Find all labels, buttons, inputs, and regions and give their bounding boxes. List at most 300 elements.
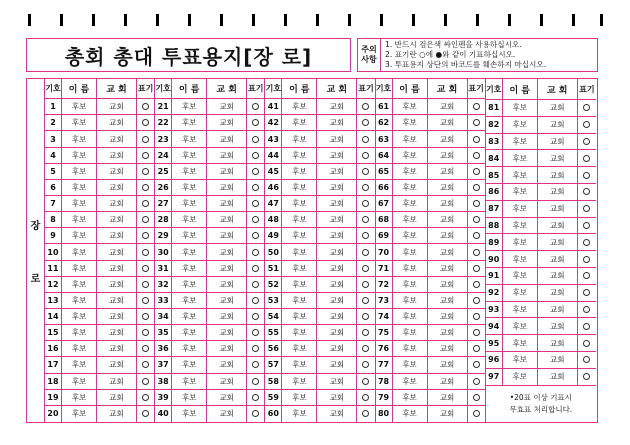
candidate-number: 46 (265, 180, 282, 195)
candidate-name: 후보 (172, 261, 207, 276)
mark-cell[interactable] (247, 341, 264, 356)
candidate-number: 11 (45, 261, 62, 276)
mark-cell[interactable] (578, 369, 596, 385)
vote-oval[interactable] (362, 297, 369, 304)
mark-cell[interactable] (357, 212, 374, 227)
vote-oval[interactable] (473, 200, 480, 207)
vote-oval[interactable] (252, 313, 259, 320)
mark-cell[interactable] (137, 212, 154, 227)
vote-oval[interactable] (583, 138, 590, 145)
mark-cell[interactable] (357, 148, 374, 163)
candidate-church: 교회 (428, 99, 468, 114)
mark-cell[interactable] (137, 180, 154, 195)
candidate-name: 후보 (62, 131, 97, 146)
vote-oval[interactable] (142, 232, 149, 239)
candidate-name: 후보 (503, 285, 538, 301)
mark-cell[interactable] (137, 115, 154, 130)
mark-cell[interactable] (137, 357, 154, 372)
candidate-church: 교회 (317, 325, 357, 340)
vote-oval[interactable] (252, 410, 259, 417)
candidate-row (265, 293, 374, 309)
vote-oval[interactable] (362, 168, 369, 175)
mark-cell[interactable] (357, 341, 374, 356)
vote-oval[interactable] (473, 136, 480, 143)
mark-cell[interactable] (357, 309, 374, 324)
candidate-church: 교회 (538, 184, 578, 200)
vote-oval[interactable] (473, 297, 480, 304)
timing-mark (156, 14, 159, 26)
candidate-church: 교회 (97, 406, 137, 422)
mark-cell[interactable] (137, 244, 154, 259)
mark-cell[interactable] (137, 99, 154, 114)
candidate-name: 후보 (172, 325, 207, 340)
candidate-number: 50 (265, 244, 282, 259)
mark-cell[interactable] (468, 277, 485, 292)
vote-oval[interactable] (362, 232, 369, 239)
header-church: 교 회 (207, 79, 247, 98)
mark-cell[interactable] (247, 325, 264, 340)
mark-cell[interactable] (247, 309, 264, 324)
candidate-row (486, 117, 596, 134)
vote-oval[interactable] (362, 345, 369, 352)
mark-cell[interactable] (578, 218, 596, 234)
mark-cell[interactable] (247, 277, 264, 292)
vote-oval[interactable] (252, 265, 259, 272)
mark-cell[interactable] (137, 309, 154, 324)
vote-oval[interactable] (252, 281, 259, 288)
mark-cell[interactable] (468, 212, 485, 227)
vote-oval[interactable] (583, 340, 590, 347)
vote-oval[interactable] (362, 410, 369, 417)
vote-oval[interactable] (142, 136, 149, 143)
candidate-church: 교회 (97, 115, 137, 130)
mark-cell[interactable] (357, 244, 374, 259)
mark-cell[interactable] (357, 390, 374, 405)
candidate-church: 교회 (428, 228, 468, 243)
mark-cell[interactable] (247, 357, 264, 372)
candidate-name: 후보 (62, 148, 97, 163)
vote-oval[interactable] (473, 345, 480, 352)
vote-oval[interactable] (583, 121, 590, 128)
header-number: 기호 (265, 79, 282, 98)
vote-oval[interactable] (142, 103, 149, 110)
mark-cell[interactable] (137, 325, 154, 340)
vote-oval[interactable] (252, 184, 259, 191)
header-number: 기호 (155, 79, 172, 98)
vote-oval[interactable] (583, 306, 590, 313)
candidate-church: 교회 (538, 167, 578, 183)
vote-oval[interactable] (252, 103, 259, 110)
mark-cell[interactable] (137, 261, 154, 276)
vote-oval[interactable] (142, 168, 149, 175)
vote-oval[interactable] (142, 249, 149, 256)
mark-cell[interactable] (357, 325, 374, 340)
vote-oval[interactable] (473, 168, 480, 175)
mark-cell[interactable] (578, 100, 596, 116)
candidate-row (265, 244, 374, 260)
candidate-number: 65 (376, 164, 393, 179)
vote-oval[interactable] (583, 104, 590, 111)
candidate-name: 후보 (62, 115, 97, 130)
mark-cell[interactable] (247, 115, 264, 130)
candidate-church: 교회 (207, 196, 247, 211)
vote-oval[interactable] (473, 361, 480, 368)
vote-oval[interactable] (142, 152, 149, 159)
mark-cell[interactable] (468, 390, 485, 405)
mark-cell[interactable] (357, 228, 374, 243)
vote-oval[interactable] (583, 239, 590, 246)
candidate-number: 79 (376, 390, 393, 405)
header-mark: 표기 (579, 84, 595, 94)
vote-oval[interactable] (362, 200, 369, 207)
candidate-row (265, 131, 374, 147)
timing-mark (508, 14, 511, 26)
vote-oval[interactable] (252, 378, 259, 385)
header-church: 교 회 (428, 79, 468, 98)
candidate-number: 83 (486, 134, 503, 150)
vote-oval[interactable] (362, 313, 369, 320)
candidate-row (155, 325, 264, 341)
mark-cell[interactable] (468, 131, 485, 146)
mark-cell[interactable] (247, 196, 264, 211)
candidate-number: 25 (155, 164, 172, 179)
mark-cell[interactable] (578, 167, 596, 183)
mark-cell[interactable] (578, 268, 596, 284)
mark-cell[interactable] (247, 374, 264, 389)
vote-oval[interactable] (583, 356, 590, 363)
vote-oval[interactable] (473, 103, 480, 110)
mark-cell[interactable] (468, 325, 485, 340)
mark-cell[interactable] (468, 228, 485, 243)
mark-cell[interactable] (468, 261, 485, 276)
candidate-church: 교회 (97, 374, 137, 389)
candidate-church: 교회 (428, 390, 468, 405)
candidate-church: 교회 (428, 374, 468, 389)
candidate-number: 47 (265, 196, 282, 211)
vote-oval[interactable] (252, 136, 259, 143)
candidate-church: 교회 (428, 341, 468, 356)
candidate-column (45, 79, 155, 422)
mark-cell[interactable] (247, 228, 264, 243)
candidate-row (45, 180, 154, 196)
mark-cell[interactable] (468, 293, 485, 308)
mark-cell[interactable] (468, 357, 485, 372)
mark-cell[interactable] (137, 164, 154, 179)
vote-oval[interactable] (473, 313, 480, 320)
candidate-church: 교회 (97, 148, 137, 163)
candidate-row (486, 150, 596, 167)
candidate-number: 45 (265, 164, 282, 179)
vote-oval[interactable] (142, 313, 149, 320)
vote-oval[interactable] (362, 394, 369, 401)
mark-cell[interactable] (247, 390, 264, 405)
candidate-number: 53 (265, 293, 282, 308)
candidate-church: 교회 (97, 261, 137, 276)
candidate-church: 교회 (428, 325, 468, 340)
vote-oval[interactable] (473, 329, 480, 336)
mark-cell[interactable] (578, 318, 596, 334)
vote-oval[interactable] (473, 410, 480, 417)
vote-oval[interactable] (473, 152, 480, 159)
candidate-name: 후보 (172, 390, 207, 405)
vote-oval[interactable] (473, 216, 480, 223)
mark-cell[interactable] (357, 99, 374, 114)
vote-oval[interactable] (362, 184, 369, 191)
mark-cell[interactable] (357, 115, 374, 130)
candidate-number: 28 (155, 212, 172, 227)
mark-cell[interactable] (468, 374, 485, 389)
vote-oval[interactable] (252, 152, 259, 159)
mark-cell[interactable] (578, 285, 596, 301)
candidate-row (486, 184, 596, 201)
vote-oval[interactable] (473, 281, 480, 288)
mark-cell[interactable] (137, 196, 154, 211)
mark-cell[interactable] (247, 406, 264, 422)
mark-cell[interactable] (578, 302, 596, 318)
vote-oval[interactable] (583, 256, 590, 263)
mark-cell[interactable] (468, 99, 485, 114)
mark-cell[interactable] (468, 244, 485, 259)
candidate-name: 후보 (282, 228, 317, 243)
mark-cell[interactable] (357, 261, 374, 276)
vote-oval[interactable] (362, 216, 369, 223)
mark-cell[interactable] (468, 164, 485, 179)
mark-cell[interactable] (247, 131, 264, 146)
mark-cell[interactable] (578, 335, 596, 351)
vote-oval[interactable] (362, 136, 369, 143)
candidate-name: 후보 (172, 196, 207, 211)
candidate-name: 후보 (62, 357, 97, 372)
candidate-number: 87 (486, 201, 503, 217)
candidate-row (265, 99, 374, 115)
candidate-name: 후보 (62, 309, 97, 324)
candidate-church: 교회 (317, 357, 357, 372)
mark-cell[interactable] (137, 406, 154, 422)
vote-oval[interactable] (473, 249, 480, 256)
candidate-row (45, 131, 154, 147)
mark-cell[interactable] (247, 261, 264, 276)
candidate-row (376, 131, 485, 147)
candidate-name: 후보 (172, 99, 207, 114)
mark-cell[interactable] (357, 196, 374, 211)
vote-oval[interactable] (142, 184, 149, 191)
candidate-number: 66 (376, 180, 393, 195)
mark-cell[interactable] (578, 234, 596, 250)
vote-oval[interactable] (142, 119, 149, 126)
candidate-name: 후보 (172, 341, 207, 356)
vote-oval[interactable] (473, 394, 480, 401)
mark-cell[interactable] (247, 244, 264, 259)
candidate-name: 후보 (393, 180, 428, 195)
vote-oval[interactable] (252, 168, 259, 175)
vote-oval[interactable] (142, 265, 149, 272)
mark-cell[interactable] (578, 251, 596, 267)
candidate-name: 후보 (393, 325, 428, 340)
vote-oval[interactable] (252, 200, 259, 207)
mark-cell[interactable] (137, 131, 154, 146)
vote-oval[interactable] (142, 200, 149, 207)
candidate-church: 교회 (538, 201, 578, 217)
vote-oval[interactable] (362, 103, 369, 110)
candidate-church: 교회 (207, 390, 247, 405)
mark-cell[interactable] (578, 150, 596, 166)
candidate-number: 78 (376, 374, 393, 389)
vote-oval[interactable] (142, 378, 149, 385)
candidate-church: 교회 (428, 164, 468, 179)
mark-cell[interactable] (357, 277, 374, 292)
mark-cell[interactable] (137, 390, 154, 405)
vote-oval[interactable] (252, 249, 259, 256)
mark-cell[interactable] (578, 184, 596, 200)
candidate-church: 교회 (207, 309, 247, 324)
mark-cell[interactable] (247, 180, 264, 195)
mark-cell[interactable] (247, 99, 264, 114)
mark-cell[interactable] (578, 201, 596, 217)
vote-oval[interactable] (252, 394, 259, 401)
vote-oval[interactable] (362, 119, 369, 126)
vote-oval[interactable] (583, 289, 590, 296)
candidate-church: 교회 (97, 293, 137, 308)
mark-cell[interactable] (357, 406, 374, 422)
mark-cell[interactable] (137, 228, 154, 243)
candidate-number: 56 (265, 341, 282, 356)
vote-oval[interactable] (252, 232, 259, 239)
vote-oval[interactable] (362, 152, 369, 159)
vote-oval[interactable] (252, 361, 259, 368)
vote-oval[interactable] (473, 232, 480, 239)
candidate-row (486, 218, 596, 235)
vote-oval[interactable] (583, 272, 590, 279)
mark-cell[interactable] (137, 293, 154, 308)
mark-cell[interactable] (468, 148, 485, 163)
vote-oval[interactable] (142, 361, 149, 368)
vote-oval[interactable] (583, 172, 590, 179)
vote-oval[interactable] (142, 281, 149, 288)
vote-oval[interactable] (583, 323, 590, 330)
candidate-row (376, 341, 485, 357)
vote-oval[interactable] (142, 216, 149, 223)
candidate-number: 71 (376, 261, 393, 276)
vote-oval[interactable] (583, 188, 590, 195)
candidate-row (45, 261, 154, 277)
vote-oval[interactable] (142, 410, 149, 417)
mark-cell[interactable] (137, 277, 154, 292)
candidate-number: 22 (155, 115, 172, 130)
mark-cell[interactable] (468, 309, 485, 324)
vote-oval[interactable] (583, 155, 590, 162)
mark-cell[interactable] (468, 406, 485, 422)
vote-oval[interactable] (473, 378, 480, 385)
mark-cell[interactable] (137, 341, 154, 356)
candidate-name: 후보 (172, 293, 207, 308)
mark-cell[interactable] (247, 212, 264, 227)
candidate-number: 95 (486, 335, 503, 351)
mark-cell[interactable] (578, 352, 596, 368)
vote-oval[interactable] (142, 345, 149, 352)
candidate-row (265, 374, 374, 390)
candidate-church: 교회 (97, 212, 137, 227)
mark-cell[interactable] (357, 357, 374, 372)
candidate-name: 후보 (393, 374, 428, 389)
mark-cell[interactable] (357, 374, 374, 389)
vote-oval[interactable] (252, 329, 259, 336)
mark-cell[interactable] (247, 164, 264, 179)
mark-cell[interactable] (468, 180, 485, 195)
candidate-number: 97 (486, 369, 503, 385)
candidate-number: 6 (45, 180, 62, 195)
mark-cell[interactable] (137, 148, 154, 163)
vote-oval[interactable] (252, 216, 259, 223)
candidate-number: 57 (265, 357, 282, 372)
vote-oval[interactable] (362, 361, 369, 368)
vote-oval[interactable] (252, 345, 259, 352)
notice-line-3: 3. 투표용지 상단의 바코드를 훼손하지 마십시오. (385, 60, 547, 69)
mark-cell[interactable] (578, 134, 596, 150)
vote-oval[interactable] (583, 373, 590, 380)
vote-oval[interactable] (252, 297, 259, 304)
mark-cell[interactable] (468, 115, 485, 130)
mark-cell[interactable] (468, 341, 485, 356)
candidate-church: 교회 (97, 180, 137, 195)
vote-oval[interactable] (362, 249, 369, 256)
mark-cell[interactable] (247, 148, 264, 163)
candidate-row (155, 406, 264, 422)
candidate-name: 후보 (393, 341, 428, 356)
vote-oval[interactable] (362, 329, 369, 336)
vote-oval[interactable] (142, 297, 149, 304)
vote-oval[interactable] (473, 265, 480, 272)
candidate-church: 교회 (207, 228, 247, 243)
candidate-row (155, 212, 264, 228)
mark-cell[interactable] (137, 374, 154, 389)
timing-mark (444, 14, 447, 26)
vote-oval[interactable] (473, 184, 480, 191)
vote-oval[interactable] (362, 378, 369, 385)
header-church: 교 회 (317, 79, 357, 98)
vote-oval[interactable] (252, 119, 259, 126)
vote-oval[interactable] (362, 281, 369, 288)
vote-oval[interactable] (142, 394, 149, 401)
candidate-number: 84 (486, 150, 503, 166)
candidate-church: 교회 (428, 212, 468, 227)
vote-oval[interactable] (583, 205, 590, 212)
vote-oval[interactable] (142, 329, 149, 336)
mark-cell[interactable] (247, 293, 264, 308)
mark-cell[interactable] (468, 196, 485, 211)
vote-oval[interactable] (583, 222, 590, 229)
vote-oval[interactable] (473, 119, 480, 126)
candidate-church: 교회 (428, 277, 468, 292)
timing-mark (284, 14, 287, 26)
candidate-name: 후보 (393, 261, 428, 276)
mark-cell[interactable] (357, 164, 374, 179)
ballot-table (26, 78, 598, 423)
mark-cell[interactable] (578, 117, 596, 133)
candidate-column (265, 79, 375, 422)
vote-oval[interactable] (362, 265, 369, 272)
candidate-row (265, 341, 374, 357)
candidate-row (486, 234, 596, 251)
candidate-number: 19 (45, 390, 62, 405)
candidate-number: 16 (45, 341, 62, 356)
mark-cell[interactable] (357, 131, 374, 146)
candidate-church: 교회 (97, 196, 137, 211)
mark-cell[interactable] (357, 293, 374, 308)
mark-cell[interactable] (357, 180, 374, 195)
candidate-church: 교회 (538, 218, 578, 234)
candidate-number: 75 (376, 325, 393, 340)
candidate-number: 5 (45, 164, 62, 179)
